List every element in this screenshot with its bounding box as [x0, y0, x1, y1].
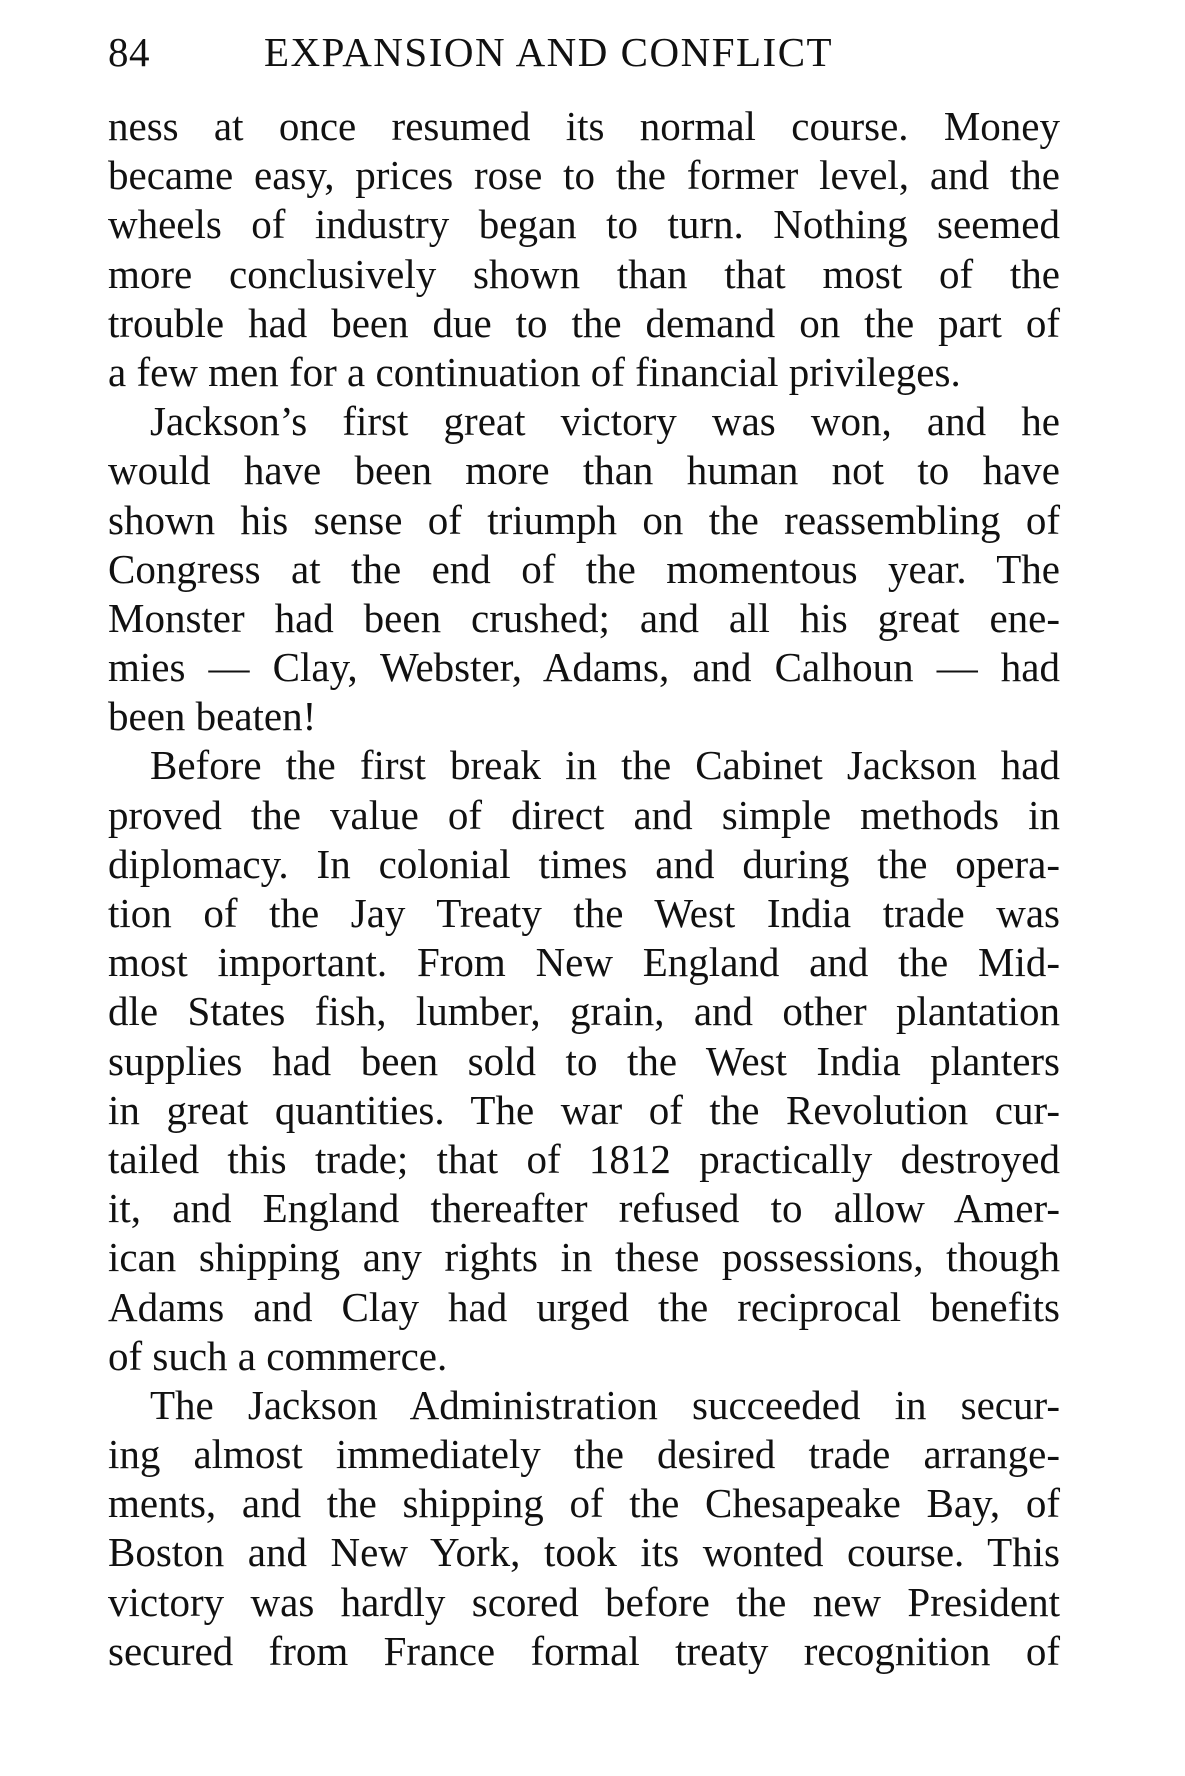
- text-line: mies — Clay, Webster, Adams, and Calhoun — had: [108, 644, 1060, 691]
- running-head: [108, 22, 1058, 82]
- page-number: 84: [108, 29, 150, 75]
- text-line: Before the first break in the Cabinet Jackson had: [150, 742, 1060, 789]
- body-text: [108, 102, 1060, 1676]
- text-line: it, and England thereafter refused to allow Amer-: [108, 1185, 1060, 1232]
- text-line: of such a commerce.: [108, 1332, 448, 1379]
- text-line: wheels of industry began to turn. Nothing seemed: [108, 201, 1060, 248]
- text-line: shown his sense of triumph on the reassembling of: [108, 496, 1060, 543]
- text-line: Jackson’s first great victory was won, and he: [150, 398, 1060, 445]
- text-line: tailed this trade; that of 1812 practically destroyed: [108, 1135, 1060, 1182]
- text-line: ness at once resumed its normal course. Money: [108, 103, 1060, 149]
- text-line: Congress at the end of the momentous year. The: [108, 545, 1060, 592]
- text-line: ing almost immediately the desired trade arrange-: [108, 1431, 1060, 1478]
- text-line: Boston and New York, took its wonted course. This: [108, 1529, 1060, 1576]
- text-line: most important. From New England and the Mid-: [108, 939, 1060, 986]
- running-title: EXPANSION AND CONFLICT: [264, 29, 834, 75]
- text-line: Adams and Clay had urged the reciprocal benefits: [108, 1283, 1060, 1330]
- text-line: tion of the Jay Treaty the West India trade was: [108, 890, 1060, 936]
- text-line: trouble had been due to the demand on the part of: [108, 299, 1060, 346]
- text-line: became easy, prices rose to the former level, and the: [108, 152, 1060, 199]
- text-line: victory was hardly scored before the new President: [108, 1578, 1060, 1625]
- text-line: The Jackson Administration succeeded in secur-: [150, 1381, 1060, 1428]
- text-line: supplies had been sold to the West India planters: [108, 1037, 1060, 1084]
- text-line: ments, and the shipping of the Chesapeake Bay, of: [108, 1480, 1060, 1527]
- text-line: proved the value of direct and simple methods in: [108, 791, 1060, 838]
- text-line: in great quantities. The war of the Revolution cur-: [108, 1086, 1060, 1133]
- text-line: Monster had been crushed; and all his great ene-: [108, 594, 1060, 641]
- text-line: ican shipping any rights in these possessions, though: [108, 1234, 1060, 1281]
- text-line: would have been more than human not to have: [108, 447, 1060, 494]
- text-line: more conclusively shown than that most of the: [108, 250, 1060, 297]
- text-line: dle States fish, lumber, grain, and other plantation: [108, 988, 1060, 1035]
- text-line: secured from France formal treaty recognition of: [108, 1627, 1060, 1674]
- text-line: a few men for a continuation of financial privileges.: [108, 348, 961, 395]
- text-line: been beaten!: [108, 693, 317, 740]
- text-line: diplomacy. In colonial times and during the opera-: [108, 840, 1060, 887]
